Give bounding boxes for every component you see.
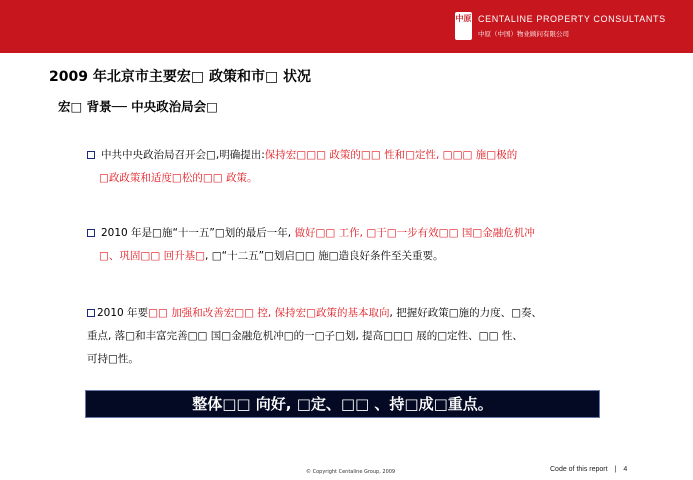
- copyright-text: © Copyright Centaline Group, 2009: [306, 469, 396, 475]
- paragraph-1: [87, 144, 627, 190]
- page-title: 2009 年北京市主要宏□ 政策和市□ 状况: [49, 69, 312, 85]
- paragraph-2: [87, 222, 627, 268]
- paragraph-1-line-2: [87, 167, 627, 190]
- paragraph-2-highlight: 做好□□ 工作, □于□一步有效□□ 国□金融危机冲: [294, 227, 535, 239]
- page-footer: [550, 466, 627, 473]
- paragraph-2-text-2: , □“十二五”□划启□□ 施□造良好条件至关重要。: [205, 250, 444, 262]
- company-name-en: CENTALINE PROPERTY CONSULTANTS: [478, 14, 666, 24]
- paragraph-1-highlight: 保持宏□□□ 政策的□□ 性和□定性, □□□ 施□极的: [264, 149, 518, 161]
- paragraph-2-highlight-2: □、巩固□□ 回升基□: [99, 250, 206, 262]
- footer-separator: |: [614, 466, 617, 473]
- paragraph-3-line-3: 可持□性。: [87, 353, 139, 365]
- square-bullet-icon: [87, 229, 95, 237]
- paragraph-2-line-1: [87, 222, 627, 245]
- paragraph-1-text: 中共中央政治局召开会□,明确提出:: [101, 149, 265, 161]
- paragraph-1-highlight-2: □政政策和适度□松的□□ 政策。: [99, 172, 258, 184]
- company-name-cn: 中原（中国）物业顾问有限公司: [478, 30, 569, 38]
- square-bullet-icon: [87, 309, 95, 317]
- section-subtitle: 宏□ 背景── 中央政治局会□: [58, 99, 218, 114]
- paragraph-2-text: 2010 年是□施“十一五”□划的最后一年,: [101, 227, 295, 239]
- paragraph-3: [87, 302, 627, 371]
- summary-banner: 整体□□ 向好, □定、□□ 、持□成□重点。: [85, 390, 600, 418]
- header-bar: [0, 0, 693, 53]
- paragraph-3-line-1: [87, 302, 627, 325]
- page-number: 4: [623, 466, 628, 473]
- paragraph-3-text: 2010 年要: [97, 307, 149, 319]
- paragraph-2-line-2: [87, 245, 627, 268]
- paragraph-3-text-2: , 把握好政策□施的力度、□奏、: [389, 307, 543, 319]
- company-logo: 中原: [455, 12, 472, 40]
- paragraph-3-line-2: 重点, 落□和丰富完善□□ 国□金融危机冲□的一□子□划, 提高□□□ 展的□定性、□□ 性、: [87, 330, 523, 342]
- report-code: Code of this report: [550, 466, 608, 473]
- paragraph-1-line-1: [87, 144, 627, 167]
- square-bullet-icon: [87, 151, 95, 159]
- paragraph-3-highlight: □□ 加强和改善宏□□ 控, 保持宏□政策的基本取向: [148, 307, 390, 319]
